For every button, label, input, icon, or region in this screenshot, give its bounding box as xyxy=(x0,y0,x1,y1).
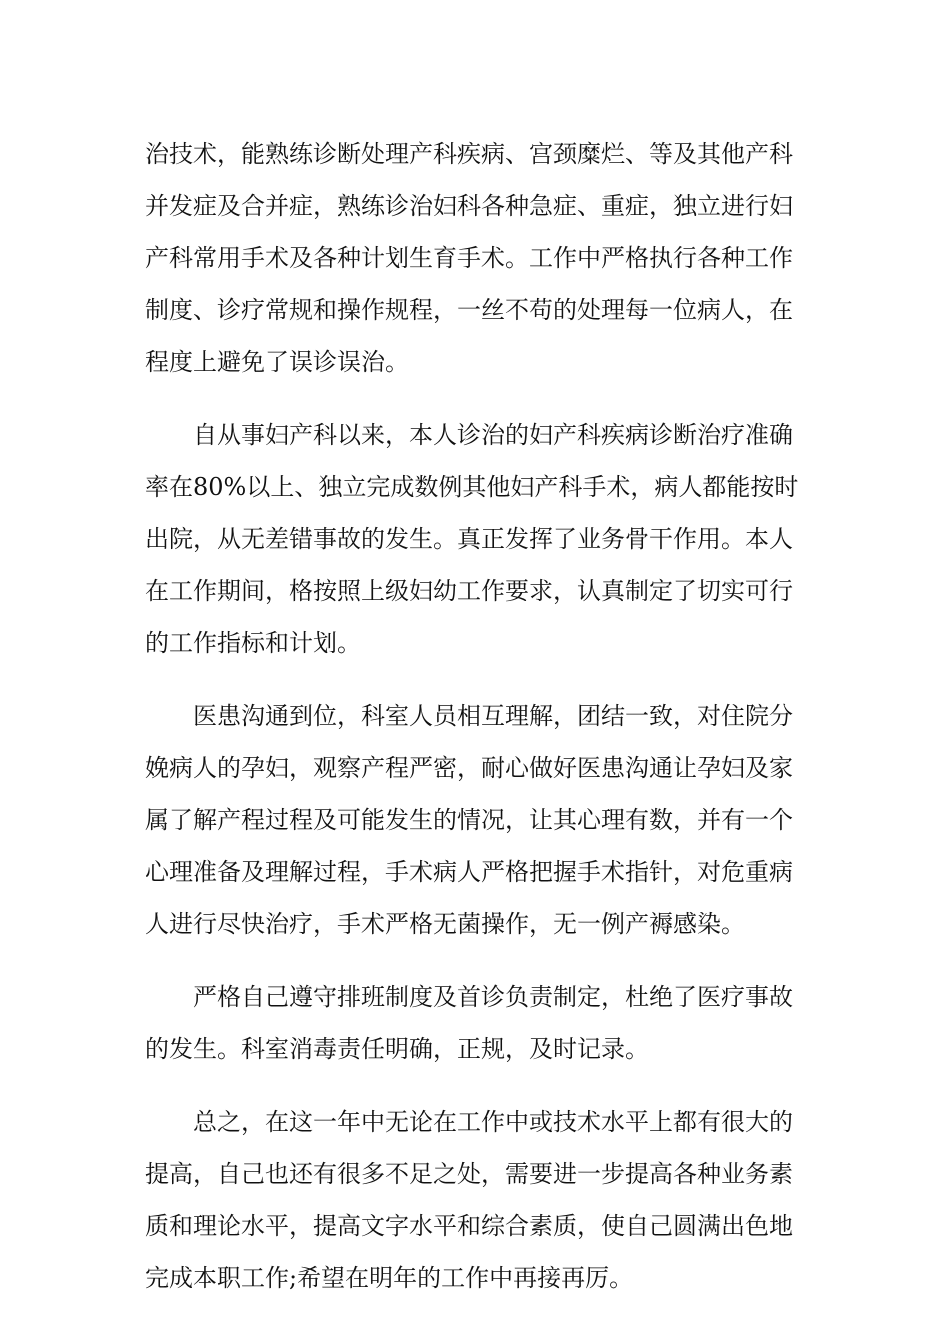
paragraph-2: 自从事妇产科以来，本人诊治的妇产科疾病诊断治疗准确率在80%以上、独立完成数例其他妇产科手术，病人都能按时出院，从无差错事故的发生。真正发挥了业务骨干作用。本人在工作期间，格按照上级妇幼工作要求，认真制定了切实可行的工作指标和计划。 xyxy=(145,421,799,657)
document-body xyxy=(145,128,810,1304)
paragraph-5: 总之，在这一年中无论在工作中或技术水平上都有很大的提高，自己也还有很多不足之处，需要进一步提高各种业务素质和理论水平，提高文字水平和综合素质，使自己圆满出色地完成本职工作;希望在明年的工作中再接再厉。 xyxy=(145,1108,793,1292)
paragraph-4: 严格自己遵守排班制度及首诊负责制定，杜绝了医疗事故的发生。科室消毒责任明确，正规，及时记录。 xyxy=(145,983,793,1063)
paragraph-3: 医患沟通到位，科室人员相互理解，团结一致，对住院分娩病人的孕妇，观察产程严密，耐心做好医患沟通让孕妇及家属了解产程过程及可能发生的情况，让其心理有数，并有一个心理准备及理解过程，手术病人严格把握手术指针，对危重病人进行尽快治疗，手术严格无菌操作，无一例产褥感染。 xyxy=(145,702,793,938)
paragraph-1: 治技术，能熟练诊断处理产科疾病、宫颈糜烂、等及其他产科并发症及合并症，熟练诊治妇科各种急症、重症，独立进行妇产科常用手术及各种计划生育手术。工作中严格执行各种工作制度、诊疗常规和操作规程，一丝不苟的处理每一位病人，在程度上避免了误诊误治。 xyxy=(145,140,793,376)
